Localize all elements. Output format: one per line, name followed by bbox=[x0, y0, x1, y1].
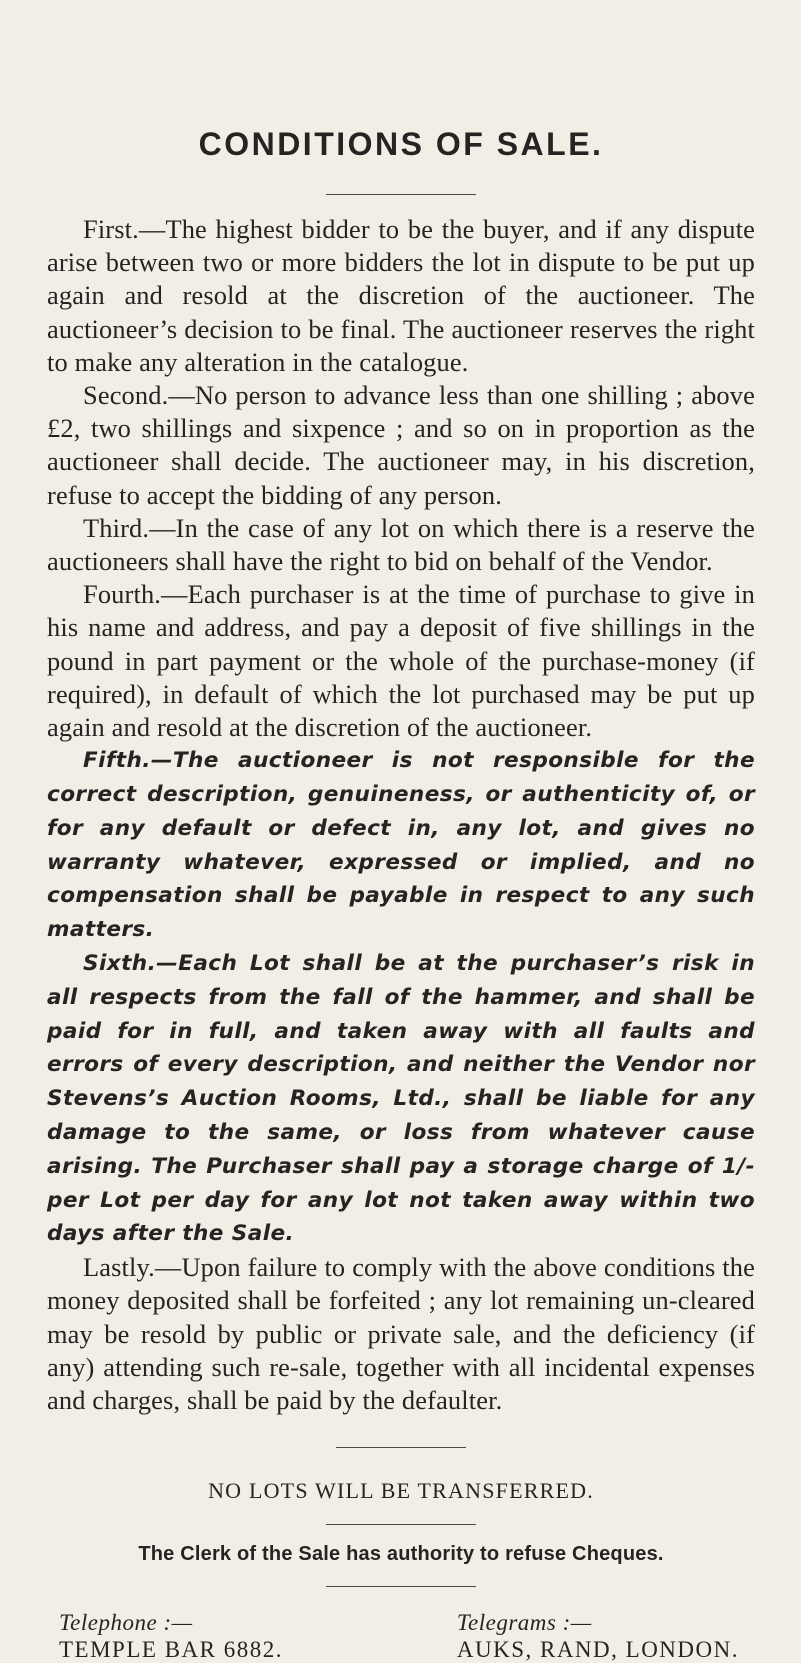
title-divider bbox=[326, 194, 476, 195]
contact-block bbox=[47, 1609, 755, 1663]
transfer-notice: NO LOTS WILL BE TRANSFERRED. bbox=[208, 1478, 594, 1504]
contacts-divider bbox=[326, 1586, 476, 1587]
telephone-block bbox=[59, 1609, 283, 1663]
condition-fourth: Fourth.—Each purchaser is at the time of purchase to give in his name and address, and pay a deposit of five shillings in the pound in part payment or the whole of the purchase-money (if required), in default of which the lot purchased may be put up again and resold at the discretion of the auctioneer. bbox=[47, 579, 755, 743]
condition-third: Third.—In the case of any lot on which there is a reserve the auctioneers shall have the right to bid on behalf of the Vendor. bbox=[47, 512, 755, 577]
telephone-number: TEMPLE BAR 6882. bbox=[59, 1637, 283, 1663]
condition-second: Second.—No person to advance less than one shilling ; above £2, two shillings and sixpence ; and so on in proportion as the auctioneer shall decide. The auctioneer may, in his discretion, refuse to accept the bidding of any person. bbox=[47, 380, 755, 510]
telegrams-block bbox=[457, 1609, 739, 1663]
telegrams-label: Telegrams :— bbox=[456, 1610, 592, 1636]
telephone-label: Telephone :— bbox=[59, 1610, 193, 1636]
condition-lastly: Lastly.—Upon failure to comply with the above conditions the money deposited shall be forfeited ; any lot remaining un-cleared may be resold by public or private sale, and the deficiency (if any) attending such re-sale, together with all incidental expenses and charges, shall be paid by the defaulter. bbox=[47, 1252, 755, 1416]
telegrams-address: AUKS, RAND, LONDON. bbox=[456, 1637, 739, 1663]
condition-first: First.—The highest bidder to be the buyer, and if any dispute arise between two or more bidders the lot in dispute to be put up again and resold at the discretion of the auctioneer. The auctioneer’s decision to be final. The auctioneer reserves the right to make any alteration in the catalogue. bbox=[47, 214, 755, 377]
notice-divider-bottom bbox=[326, 1524, 476, 1525]
notice-divider-top bbox=[336, 1447, 466, 1448]
condition-sixth: Sixth.—Each Lot shall be at the purchaser’s risk in all respects from the fall of the hammer, and shall be paid for in full, and taken away with all faults and errors of every description, and neither the Vendor nor Stevens’s Auction Rooms, Ltd., shall be liable for any damage to the same, or loss from whatever cause arising. The Purchaser shall pay a storage charge of 1/- per Lot per day for any lot not taken away within two days after the Sale. bbox=[47, 951, 755, 1247]
condition-fifth: Fifth.—The auctioneer is not responsible for the correct description, genuineness, or authenticity of, or for any default or defect in, any lot, and gives no warranty whatever, expressed or implied, and no compensation shall be payable in respect to any such matters. bbox=[47, 748, 755, 943]
page-title: CONDITIONS OF SALE. bbox=[198, 126, 604, 162]
cheque-notice: The Clerk of the Sale has authority to refuse Cheques. bbox=[138, 1543, 664, 1566]
